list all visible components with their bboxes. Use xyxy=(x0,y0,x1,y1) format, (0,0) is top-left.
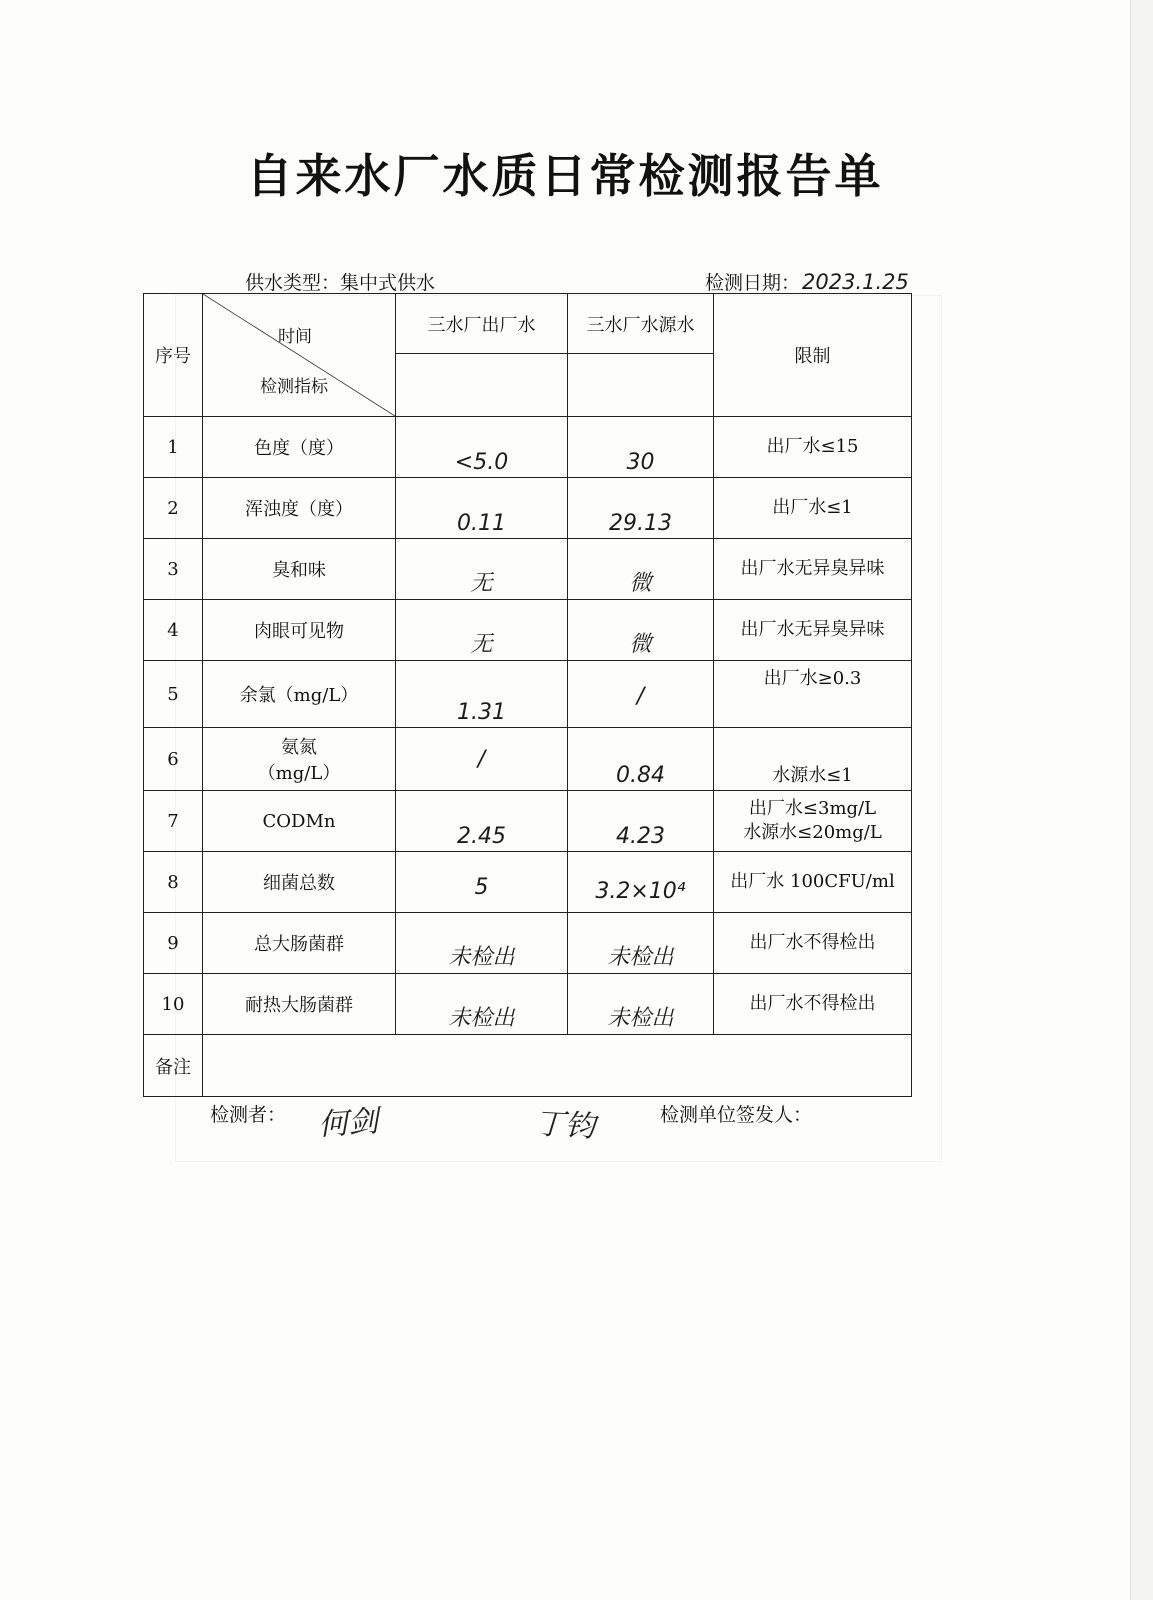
row-outlet-cell xyxy=(396,539,568,600)
row-indicator: 色度（度） xyxy=(203,417,396,478)
row-outlet-value: 无 xyxy=(470,571,493,596)
table-row xyxy=(144,478,912,539)
row-outlet-cell xyxy=(396,600,568,661)
row-no: 1 xyxy=(144,417,203,478)
tester-signature-1: 何剑 xyxy=(317,1103,380,1144)
row-limit-line1: 出厂水≤3mg/L xyxy=(748,798,877,819)
row-indicator-line1: 氨氮 xyxy=(281,737,317,758)
row-source-cell xyxy=(568,478,714,539)
row-indicator: 浑浊度（度） xyxy=(203,478,396,539)
diagonal-line xyxy=(203,294,395,416)
row-source-value: 4.23 xyxy=(616,824,665,849)
header-col-source-sub xyxy=(568,354,714,417)
row-outlet-cell xyxy=(396,791,568,852)
row-outlet-value: 5 xyxy=(474,875,489,900)
signature-row xyxy=(0,1098,1153,1158)
row-indicator-line2: （mg/L） xyxy=(257,763,341,784)
row-source-cell xyxy=(568,728,714,791)
table-row xyxy=(144,913,912,974)
row-limit: 出厂水≥0.3 xyxy=(714,661,912,728)
row-indicator xyxy=(203,728,396,791)
row-limit: 出厂水 100CFU/ml xyxy=(714,852,912,913)
row-limit: 出厂水无异臭异味 xyxy=(714,539,912,600)
row-source-cell xyxy=(568,600,714,661)
scan-edge xyxy=(1130,0,1153,1600)
row-source-cell xyxy=(568,417,714,478)
row-no: 7 xyxy=(144,791,203,852)
row-limit xyxy=(714,791,912,852)
table-row xyxy=(144,661,912,728)
header-time: 时间 xyxy=(278,327,312,347)
row-limit: 出厂水不得检出 xyxy=(714,974,912,1035)
supply-type xyxy=(245,268,435,295)
row-outlet-value: 2.45 xyxy=(457,824,506,849)
header-col-outlet: 三水厂出厂水 xyxy=(396,294,568,354)
header-limit: 限制 xyxy=(714,294,912,417)
header-diagonal-cell xyxy=(203,294,396,417)
row-source-value: 29.13 xyxy=(609,511,672,536)
table-row xyxy=(144,852,912,913)
remark-row xyxy=(144,1035,912,1097)
row-indicator: 臭和味 xyxy=(203,539,396,600)
test-date xyxy=(705,268,909,295)
table-row xyxy=(144,600,912,661)
row-source-value: / xyxy=(636,684,645,709)
row-outlet-value: 0.11 xyxy=(457,511,506,536)
row-limit: 出厂水不得检出 xyxy=(714,913,912,974)
supply-type-value: 集中式供水 xyxy=(340,272,436,294)
row-outlet-cell xyxy=(396,913,568,974)
tester-signature-2: 丁钧 xyxy=(533,1106,596,1145)
test-date-label: 检测日期： xyxy=(705,272,801,294)
row-source-cell xyxy=(568,661,714,728)
row-source-cell xyxy=(568,974,714,1035)
table-row xyxy=(144,728,912,791)
table-row xyxy=(144,417,912,478)
row-outlet-cell xyxy=(396,661,568,728)
row-indicator: 余氯（mg/L） xyxy=(203,661,396,728)
row-source-value: 未检出 xyxy=(607,1006,674,1031)
row-no: 9 xyxy=(144,913,203,974)
row-limit-line2: 水源水≤20mg/L xyxy=(743,822,882,843)
row-outlet-value: <5.0 xyxy=(454,450,509,475)
row-source-cell xyxy=(568,852,714,913)
row-source-value: 30 xyxy=(626,450,655,475)
row-indicator: CODMn xyxy=(203,791,396,852)
table-row xyxy=(144,974,912,1035)
row-outlet-cell xyxy=(396,852,568,913)
row-outlet-cell xyxy=(396,417,568,478)
row-outlet-value: 未检出 xyxy=(448,1006,515,1031)
remark-value xyxy=(203,1035,912,1097)
issuer-label: 检测单位签发人： xyxy=(660,1104,813,1126)
row-no: 4 xyxy=(144,600,203,661)
row-no: 5 xyxy=(144,661,203,728)
row-source-cell xyxy=(568,539,714,600)
row-limit: 水源水≤1 xyxy=(714,728,912,791)
header-indicator: 检测指标 xyxy=(260,377,328,397)
row-outlet-value: / xyxy=(477,747,486,772)
row-outlet-cell xyxy=(396,728,568,791)
table-row xyxy=(144,791,912,852)
tester-label: 检测者： xyxy=(210,1104,287,1126)
row-no: 8 xyxy=(144,852,203,913)
row-limit: 出厂水≤1 xyxy=(714,478,912,539)
report-title: 自来水厂水质日常检测报告单 xyxy=(246,149,884,203)
row-outlet-value: 1.31 xyxy=(457,700,506,725)
row-source-cell xyxy=(568,913,714,974)
row-source-value: 微 xyxy=(629,632,652,657)
test-date-value: 2023.1.25 xyxy=(802,270,909,294)
header-seq: 序号 xyxy=(144,294,203,417)
row-no: 3 xyxy=(144,539,203,600)
row-source-value: 3.2×10⁴ xyxy=(595,879,686,904)
row-no: 6 xyxy=(144,728,203,791)
row-outlet-value: 无 xyxy=(470,632,493,657)
report-table xyxy=(143,293,912,1097)
row-outlet-cell xyxy=(396,478,568,539)
table-row xyxy=(144,539,912,600)
row-source-value: 微 xyxy=(629,571,652,596)
row-source-value: 0.84 xyxy=(616,763,665,788)
header-col-outlet-sub xyxy=(396,354,568,417)
row-source-cell xyxy=(568,791,714,852)
row-no: 10 xyxy=(144,974,203,1035)
row-outlet-cell xyxy=(396,974,568,1035)
row-indicator: 耐热大肠菌群 xyxy=(203,974,396,1035)
row-outlet-value: 未检出 xyxy=(448,945,515,970)
row-source-value: 未检出 xyxy=(607,945,674,970)
remark-label: 备注 xyxy=(144,1035,203,1097)
supply-type-label: 供水类型： xyxy=(245,272,341,294)
row-limit: 出厂水无异臭异味 xyxy=(714,600,912,661)
header-col-source: 三水厂水源水 xyxy=(568,294,714,354)
row-indicator: 肉眼可见物 xyxy=(203,600,396,661)
row-indicator: 总大肠菌群 xyxy=(203,913,396,974)
row-indicator: 细菌总数 xyxy=(203,852,396,913)
row-no: 2 xyxy=(144,478,203,539)
row-limit: 出厂水≤15 xyxy=(714,417,912,478)
